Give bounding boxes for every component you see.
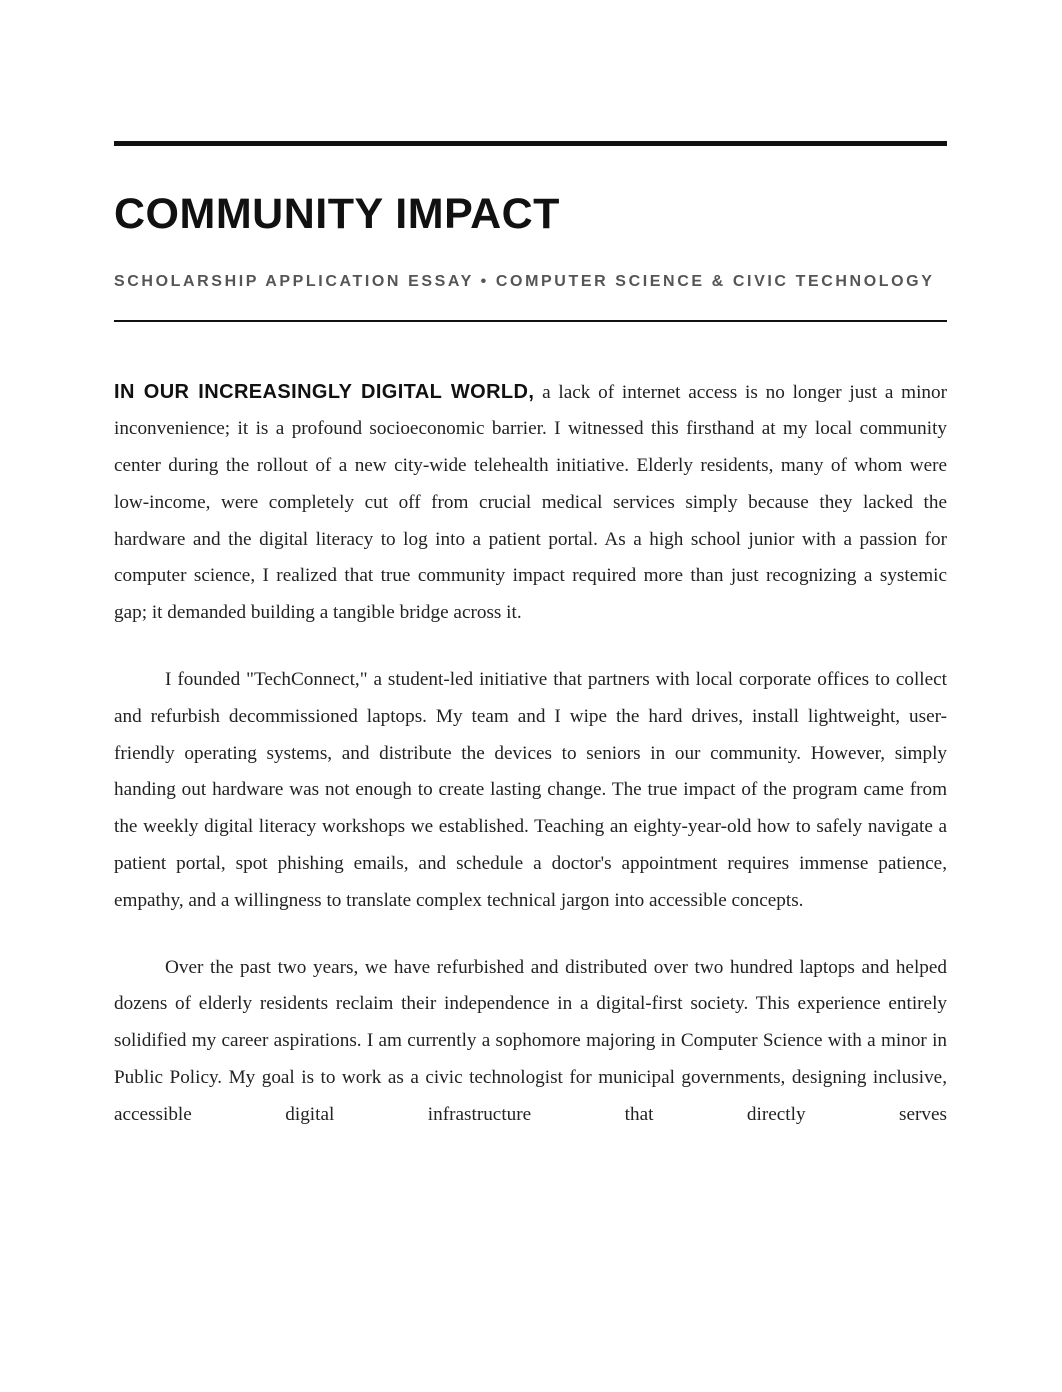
paragraph-3: Over the past two years, we have refurbished and distributed over two hundred laptops and helped dozens of elderly residents reclaim their independence in a digital-first society. This experience entirely solidified my career aspirations. I am currently a sophomore majoring in Computer Science with a minor in Public Policy. My goal is to work as a civic technologist for municipal governments, designing inclusive, accessible digital infrastructure that directly serves — [114, 956, 947, 1125]
header-divider — [114, 320, 947, 322]
paragraph-1-text: a lack of internet access is no longer just a minor inconvenience; it is a profound socioeconomic barrier. I witnessed this firsthand at my local community center during the rollout of a new city-wide telehealth initiative. Elderly residents, many of whom were low-income, were completely cut off from crucial medical services simply because they lacked the hardware and the digital literacy to log into a patient portal. As a high school junior with a passion for computer science, I realized that true community impact required more than just recognizing a systemic gap; it demanded building a tangible bridge across it. — [114, 381, 947, 624]
paragraph-1 — [114, 374, 947, 633]
essay-page — [114, 141, 947, 1134]
essay-body — [114, 374, 947, 1134]
page-subtitle: SCHOLARSHIP APPLICATION ESSAY • COMPUTER SCIENCE & CIVIC TECHNOLOGY — [114, 273, 935, 290]
lead-in-text: IN OUR INCREASINGLY DIGITAL WORLD, — [114, 380, 535, 403]
page-title: COMMUNITY IMPACT — [114, 190, 560, 238]
top-divider — [114, 141, 947, 146]
paragraph-2: I founded "TechConnect," a student-led initiative that partners with local corporate offices to collect and refurbish decommissioned laptops. My team and I wipe the hard drives, install lightweight, user-friendly operating systems, and distribute the devices to seniors in our community. However, simply handing out hardware was not enough to create lasting change. The true impact of the program came from the weekly digital literacy workshops we established. Teaching an eighty-year-old how to safely navigate a patient portal, spot phishing emails, and schedule a doctor's appointment requires immense patience, empathy, and a willingness to translate complex technical jargon into accessible concepts. — [114, 669, 947, 911]
